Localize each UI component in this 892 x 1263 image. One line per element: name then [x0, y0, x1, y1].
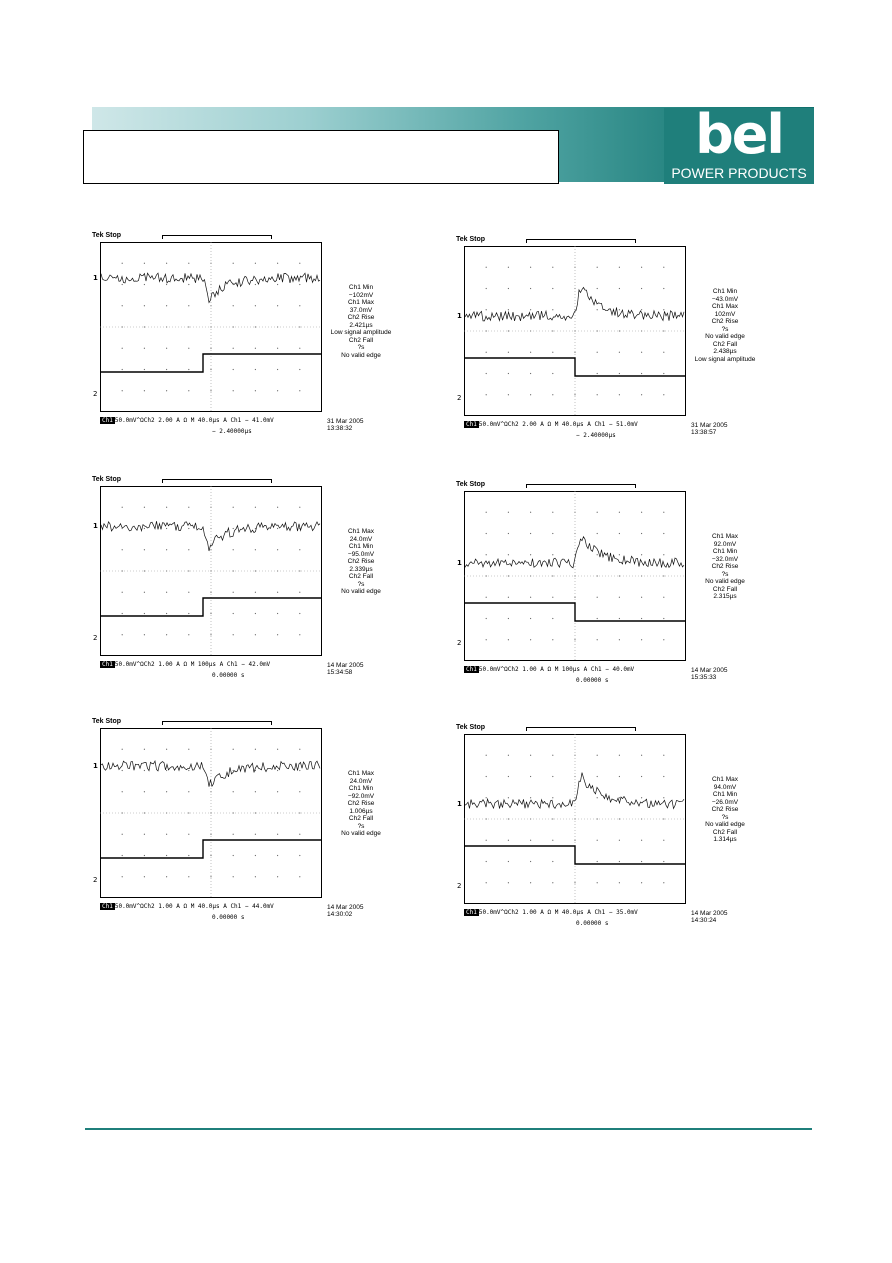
settings-text: 50.0mV^ΩCh2 1.00 A Ω M 40.0µs A Ch1 − 44.0mV [114, 903, 274, 910]
footer-rule [85, 1128, 812, 1130]
scope-graticule [464, 734, 686, 904]
measurement-line: 1.006µs [349, 807, 373, 815]
ch2-ground-marker: 2 [93, 390, 98, 398]
title-box [83, 130, 559, 184]
capture-date: 14 Mar 2005 [327, 904, 364, 911]
measurement-readout [330, 528, 392, 596]
ch1-ground-marker: 1 [93, 762, 98, 770]
measurement-line: Ch1 Max [711, 303, 738, 310]
measurement-line: Ch2 Fall [348, 336, 374, 344]
measurement-line: No valid edge [705, 333, 745, 340]
scope-status-label: Tek Stop [92, 718, 122, 725]
ch1-label: Ch1 [102, 903, 113, 910]
ch2-ground-marker: 2 [93, 876, 98, 884]
record-position-bar [526, 239, 636, 243]
scope-graticule [464, 246, 686, 416]
measurement-line: No valid edge [341, 830, 381, 837]
scope-capture-1 [92, 232, 392, 452]
ch1-ground-marker: 1 [93, 522, 98, 530]
measurement-line: No valid edge [341, 351, 381, 359]
measurement-line: ?s [357, 580, 365, 588]
measurement-line: Ch1 Max [347, 770, 374, 777]
scope-graticule [464, 491, 686, 661]
ch1-ground-marker: 1 [93, 274, 98, 282]
measurement-line: No valid edge [705, 578, 745, 585]
ch2-trace [465, 358, 685, 376]
scope-graticule [100, 486, 322, 656]
record-position-bar [162, 479, 272, 483]
ch1-trace [465, 773, 684, 809]
record-position-bar [526, 484, 636, 488]
measurement-line: Ch2 Rise [347, 800, 375, 807]
logo-sub-text: POWER PRODUCTS [671, 165, 807, 181]
scope-capture-6 [456, 724, 756, 944]
measurement-line: 2.421µs [349, 321, 373, 329]
capture-timestamp [691, 910, 728, 924]
settings-text: 50.0mV^ΩCh2 1.00 A Ω M 100µs A Ch1 − 42.0mV [114, 661, 271, 668]
capture-time: 15:34:58 [327, 669, 353, 676]
ch1-trace [465, 287, 684, 321]
measurement-line: 94.0mV [713, 783, 737, 791]
measurement-readout [330, 284, 392, 359]
measurement-line: Low signal amplitude [694, 355, 756, 363]
ch2-ground-marker: 2 [457, 639, 462, 647]
trigger-position: 0.00000 s [212, 672, 245, 679]
measurement-line: Ch1 Min [712, 548, 738, 555]
trigger-position: − 2.40000µs [212, 428, 252, 435]
scope-settings-bar [100, 903, 330, 911]
measurement-line: 2.339µs [349, 565, 373, 573]
ch1-label: Ch1 [466, 421, 477, 428]
scope-settings-bar [464, 421, 694, 429]
measurement-line: Ch1 Min [348, 543, 374, 550]
measurement-line: Ch1 Max [711, 533, 738, 540]
measurement-line: Ch1 Max [711, 776, 738, 783]
measurement-line: −32.0mV [711, 555, 739, 563]
capture-timestamp [691, 422, 728, 436]
record-position-bar [526, 727, 636, 731]
measurement-line: ?s [357, 344, 365, 351]
scope-settings-bar [464, 666, 694, 674]
ch1-trace [101, 761, 320, 787]
measurement-line: 102mV [714, 310, 736, 318]
ch1-ground-marker: 1 [457, 559, 462, 567]
measurement-line: No valid edge [341, 588, 381, 595]
measurement-line: ?s [721, 325, 729, 333]
scope-status-label: Tek Stop [92, 232, 122, 239]
ch2-ground-marker: 2 [457, 394, 462, 402]
measurement-line: −92.0mV [347, 792, 375, 800]
scope-status-label: Tek Stop [92, 476, 122, 483]
scope-capture-2 [456, 236, 756, 456]
measurement-line: Ch2 Fall [348, 573, 374, 580]
measurement-line: Ch2 Fall [712, 340, 738, 348]
scope-status-label: Tek Stop [456, 724, 486, 731]
measurement-line: ?s [721, 570, 729, 578]
ch1-label: Ch1 [466, 666, 477, 673]
capture-timestamp [691, 667, 728, 681]
measurement-line: −95.0mV [347, 550, 375, 558]
measurement-line: −102mV [348, 291, 374, 299]
measurement-line: 1.314µs [713, 836, 737, 843]
capture-timestamp [327, 662, 364, 676]
trigger-position: − 2.40000µs [576, 432, 616, 439]
measurement-line: Ch1 Min [348, 785, 374, 792]
measurement-line: No valid edge [705, 821, 745, 828]
ch1-label: Ch1 [102, 661, 113, 668]
capture-date: 14 Mar 2005 [691, 910, 728, 917]
trigger-position: 0.00000 s [212, 914, 245, 921]
scope-capture-4 [456, 481, 756, 701]
ch2-ground-marker: 2 [93, 634, 98, 642]
settings-text: 50.0mV^ΩCh2 2.00 A Ω M 40.0µs A Ch1 − 41.0mV [114, 417, 274, 424]
scope-status-label: Tek Stop [456, 481, 486, 488]
scope-settings-bar [464, 909, 694, 917]
measurement-line: Ch2 Fall [712, 585, 738, 593]
settings-text: 50.0mV^ΩCh2 2.00 A Ω M 40.0µs A Ch1 − 51.0mV [478, 421, 638, 428]
capture-time: 15:35:33 [691, 674, 717, 681]
capture-date: 31 Mar 2005 [327, 418, 364, 425]
measurement-line: 92.0mV [713, 540, 737, 548]
trigger-position: 0.00000 s [576, 677, 609, 684]
capture-time: 14:30:02 [327, 911, 353, 918]
measurement-line: Ch2 Rise [711, 806, 739, 813]
settings-text: 50.0mV^ΩCh2 1.00 A Ω M 40.0µs A Ch1 − 35.0mV [478, 909, 638, 916]
measurement-line: Ch2 Fall [348, 815, 374, 822]
capture-time: 14:30:24 [691, 917, 717, 924]
measurement-line: 24.0mV [349, 777, 373, 785]
measurement-line: 37.0mV [349, 306, 373, 314]
measurement-line: Ch1 Max [347, 528, 374, 535]
bel-logo [664, 103, 814, 184]
ch1-trace [101, 273, 320, 302]
ch1-trace [465, 537, 684, 568]
scope-settings-bar [100, 661, 330, 669]
ch1-ground-marker: 1 [457, 800, 462, 808]
capture-time: 13:38:32 [327, 425, 353, 432]
capture-date: 31 Mar 2005 [691, 422, 728, 429]
scope-status-label: Tek Stop [456, 236, 486, 243]
logo-main-text: bel [695, 103, 783, 166]
measurement-line: Ch2 Rise [347, 314, 375, 321]
scope-graticule [100, 242, 322, 412]
measurement-line: 2.315µs [713, 593, 737, 600]
measurement-line: −26.0mV [711, 798, 739, 806]
trigger-position: 0.00000 s [576, 920, 609, 927]
capture-date: 14 Mar 2005 [691, 667, 728, 674]
capture-timestamp [327, 418, 364, 432]
ch1-ground-marker: 1 [457, 312, 462, 320]
measurement-line: Ch1 Max [347, 299, 374, 306]
measurement-line: ?s [357, 822, 365, 830]
measurement-line: ?s [721, 813, 729, 821]
ch1-trace [101, 521, 320, 551]
measurement-line: 24.0mV [349, 535, 373, 543]
record-position-bar [162, 235, 272, 239]
measurement-line: Ch1 Min [348, 284, 374, 291]
scope-capture-5 [92, 718, 392, 938]
measurement-readout [694, 288, 756, 363]
measurement-line: 2.438µs [713, 348, 737, 355]
ch1-label: Ch1 [102, 417, 113, 424]
capture-time: 13:38:57 [691, 429, 717, 436]
measurement-line: Ch2 Rise [711, 318, 739, 325]
settings-text: 50.0mV^ΩCh2 1.00 A Ω M 100µs A Ch1 − 40.0mV [478, 666, 635, 673]
measurement-readout [330, 770, 392, 838]
measurement-line: Ch2 Rise [711, 563, 739, 570]
measurement-line: Ch2 Rise [347, 558, 375, 565]
capture-timestamp [327, 904, 364, 918]
measurement-line: Ch2 Fall [712, 828, 738, 836]
measurement-readout [694, 533, 756, 601]
measurement-line: −43.0mV [711, 295, 739, 303]
measurement-readout [694, 776, 756, 844]
scope-capture-3 [92, 476, 392, 696]
measurement-line: Ch1 Min [712, 791, 738, 798]
measurement-line: Low signal amplitude [330, 329, 392, 336]
ch2-ground-marker: 2 [457, 882, 462, 890]
scope-settings-bar [100, 417, 330, 425]
ch2-trace [465, 846, 685, 864]
measurement-line: Ch1 Min [712, 288, 738, 295]
ch2-trace [465, 603, 685, 621]
ch1-label: Ch1 [466, 909, 477, 916]
scope-graticule [100, 728, 322, 898]
record-position-bar [162, 721, 272, 725]
capture-date: 14 Mar 2005 [327, 662, 364, 669]
